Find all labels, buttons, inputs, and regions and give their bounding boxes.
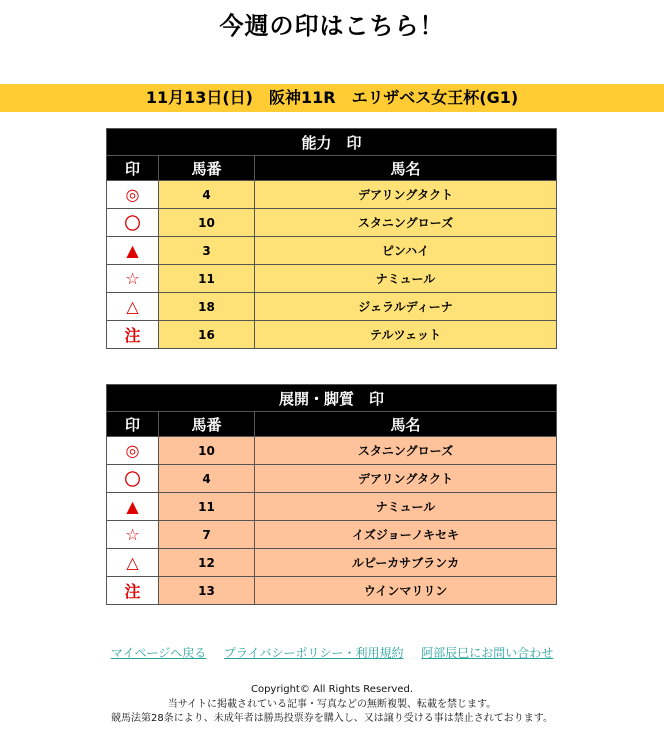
mark-cell: ▲ <box>107 237 159 265</box>
age-restriction-notice: 競馬法第28条により、未成年者は勝馬投票券を購入し、又は譲り受ける事は禁止されております。 <box>111 713 553 724</box>
table-row <box>107 493 557 521</box>
column-header-number: 馬番 <box>159 412 255 437</box>
table-row <box>107 181 557 209</box>
race-title-bar: 11月13日(日) 阪神11R エリザベス女王杯(G1) <box>0 84 664 112</box>
horse-name-cell: イズジョーノキセキ <box>255 521 557 549</box>
table-row <box>107 437 557 465</box>
mark-cell: 〇 <box>107 209 159 237</box>
horse-number-cell: 7 <box>159 521 255 549</box>
horse-number-cell: 12 <box>159 549 255 577</box>
horse-name-cell: ウインマリリン <box>255 577 557 605</box>
horse-number-cell: 4 <box>159 181 255 209</box>
contact-link[interactable]: 阿部辰巳にお問い合わせ <box>421 646 554 660</box>
horse-number-cell: 13 <box>159 577 255 605</box>
horse-number-cell: 4 <box>159 465 255 493</box>
horse-number-cell: 11 <box>159 493 255 521</box>
table-row <box>107 549 557 577</box>
mark-cell: △ <box>107 549 159 577</box>
mypage-link[interactable]: マイページへ戻る <box>110 646 207 660</box>
mark-cell: ▲ <box>107 493 159 521</box>
horse-name-cell: デアリングタクト <box>255 181 557 209</box>
mark-cell: 注 <box>107 577 159 605</box>
mark-cell: ☆ <box>107 521 159 549</box>
horse-name-cell: ナミュール <box>255 493 557 521</box>
horse-name-cell: テルツェット <box>255 321 557 349</box>
privacy-policy-link[interactable]: プライバシーポリシー・利用規約 <box>224 646 404 660</box>
horse-name-cell: ルピーカサブランカ <box>255 549 557 577</box>
horse-name-cell: スタニングローズ <box>255 209 557 237</box>
page-title: 今週の印はこちら！ <box>219 12 445 40</box>
table-row <box>107 293 557 321</box>
table-row <box>107 237 557 265</box>
horse-number-cell: 10 <box>159 209 255 237</box>
mark-cell: ◎ <box>107 437 159 465</box>
horse-number-cell: 10 <box>159 437 255 465</box>
table-caption: 展開・脚質 印 <box>107 385 557 412</box>
ability-marks-table <box>106 128 557 349</box>
horse-name-cell: ジェラルディーナ <box>255 293 557 321</box>
horse-name-cell: ナミュール <box>255 265 557 293</box>
column-header-horse: 馬名 <box>255 412 557 437</box>
mark-cell: ☆ <box>107 265 159 293</box>
table-row <box>107 521 557 549</box>
mark-cell: 〇 <box>107 465 159 493</box>
table-row <box>107 577 557 605</box>
column-header-mark: 印 <box>107 156 159 181</box>
horse-number-cell: 3 <box>159 237 255 265</box>
column-header-horse: 馬名 <box>255 156 557 181</box>
column-header-mark: 印 <box>107 412 159 437</box>
horse-number-cell: 11 <box>159 265 255 293</box>
table-caption: 能力 印 <box>107 129 557 156</box>
copyright-text: Copyright© All Rights Reserved. <box>250 684 414 695</box>
column-header-number: 馬番 <box>159 156 255 181</box>
reproduction-notice: 当サイトに掲載されている記事・写真などの無断複製、転載を禁じます。 <box>167 698 497 710</box>
table-row <box>107 209 557 237</box>
table-row <box>107 465 557 493</box>
footer <box>0 683 664 727</box>
horse-name-cell: ピンハイ <box>255 237 557 265</box>
pace-style-marks-table <box>106 384 557 605</box>
mark-cell: 注 <box>107 321 159 349</box>
horse-number-cell: 18 <box>159 293 255 321</box>
footer-links <box>0 644 664 661</box>
mark-cell: ◎ <box>107 181 159 209</box>
table-row <box>107 265 557 293</box>
horse-name-cell: スタニングローズ <box>255 437 557 465</box>
table-row <box>107 321 557 349</box>
horse-number-cell: 16 <box>159 321 255 349</box>
horse-name-cell: デアリングタクト <box>255 465 557 493</box>
mark-cell: △ <box>107 293 159 321</box>
